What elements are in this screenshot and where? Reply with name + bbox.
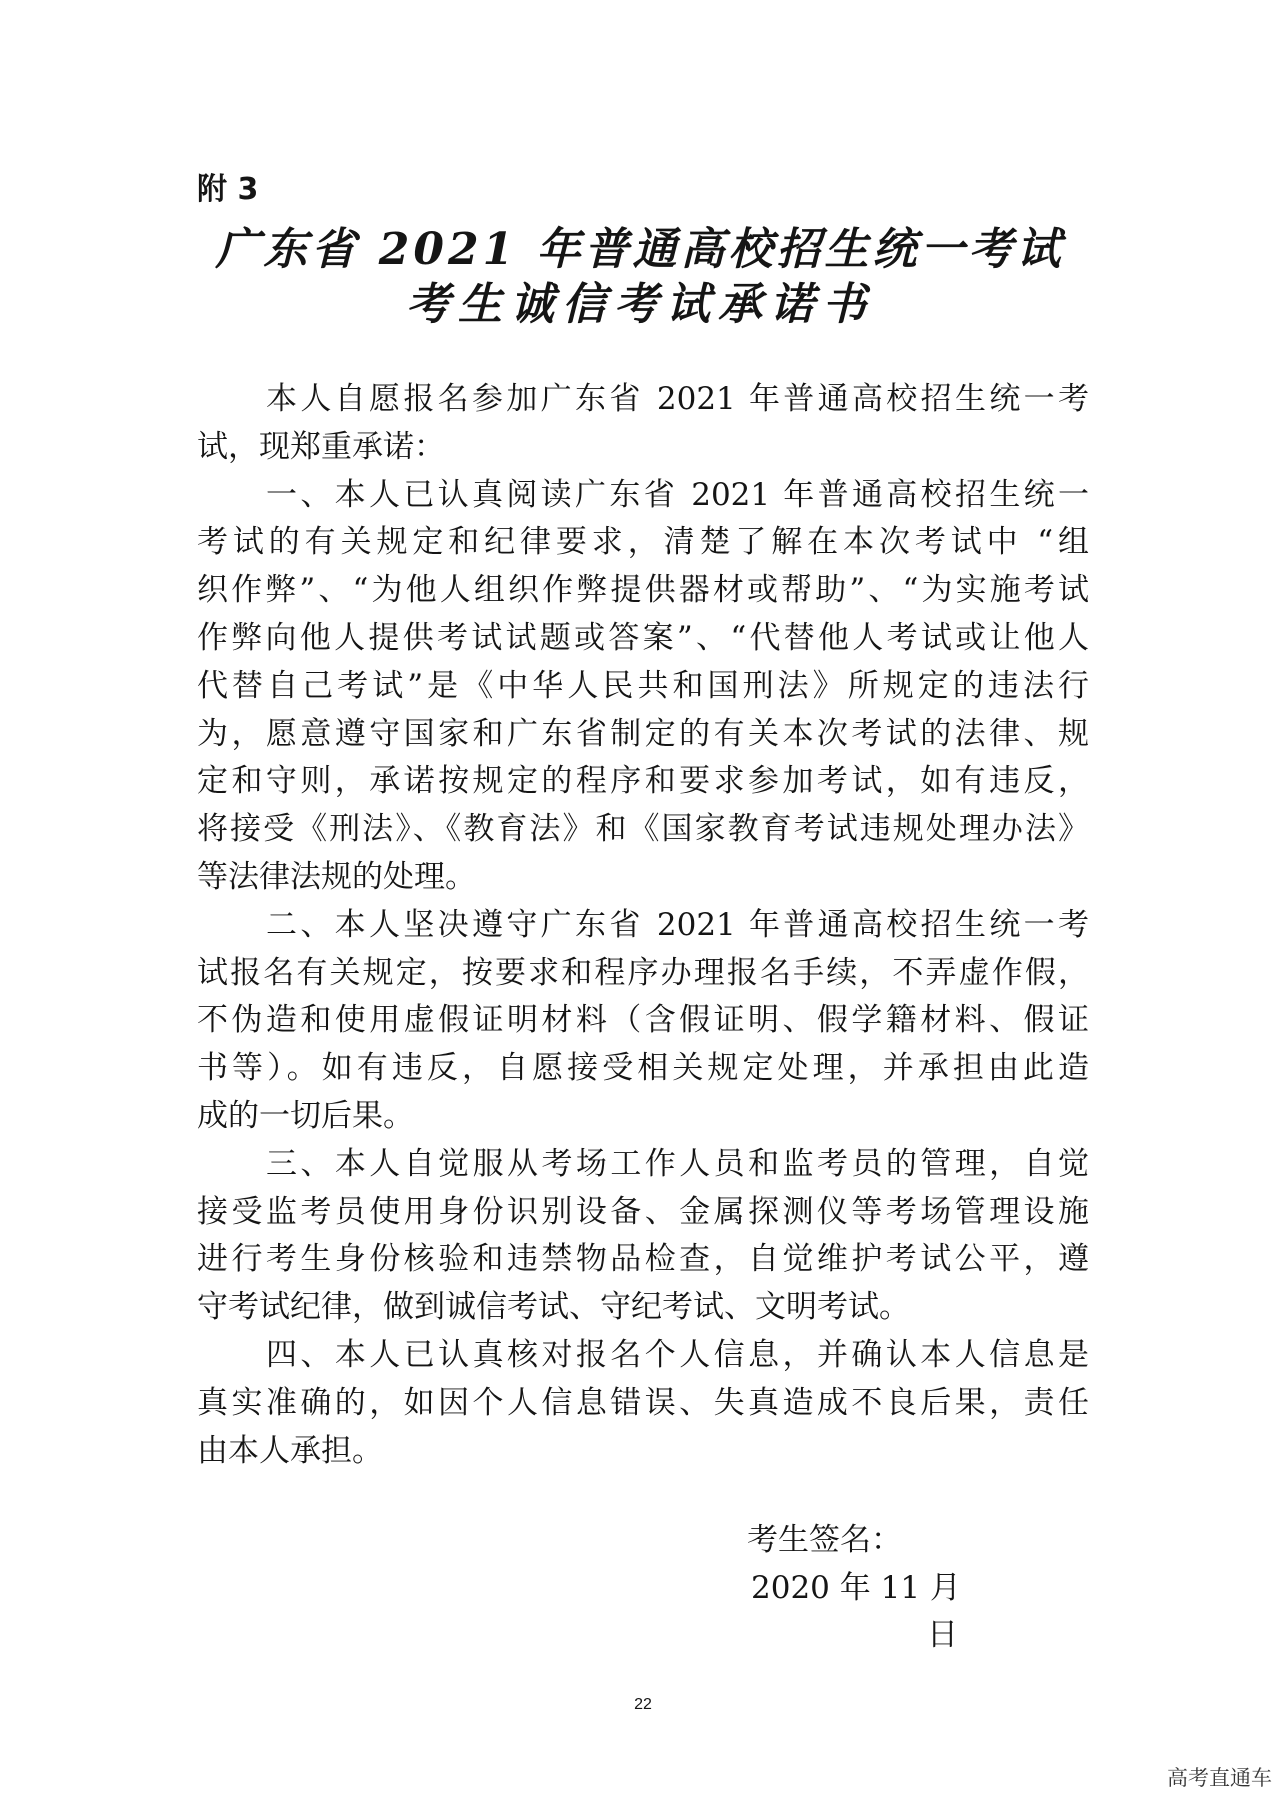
- paragraph-intro: [197, 376, 1089, 472]
- paragraph-clause-1: [197, 472, 1089, 902]
- attachment-label: 附 3: [197, 172, 259, 207]
- title-line-1: 广东省 2021 年普通高校招生统一考试: [215, 224, 1065, 275]
- paragraph-line: 将接受《刑法》、《教育法》和《国家教育考试违规处理办法》: [197, 811, 1089, 848]
- paragraph-line: 不伪造和使用虚假证明材料（含假证明、假学籍材料、假证: [197, 1002, 1089, 1039]
- signature-label: 考生签名：: [747, 1522, 902, 1558]
- paragraph-line: 试，现郑重承诺：: [197, 428, 445, 465]
- paragraph-line: 织作弊”、“为他人组织作弊提供器材或帮助”、“为实施考试: [197, 572, 1089, 609]
- paragraph-clause-2: [197, 902, 1089, 1141]
- paragraph-line: 试报名有关规定，按要求和程序办理报名手续，不弄虚作假，: [197, 954, 1089, 991]
- paragraph-line: 本人自愿报名参加广东省 2021 年普通高校招生统一考: [266, 381, 1089, 417]
- paragraph-line: 书等）。如有违反，自愿接受相关规定处理，并承担由此造: [197, 1050, 1089, 1087]
- paragraph-line: 等法律法规的处理。: [197, 858, 476, 895]
- watermark: 高考直通车: [1167, 1766, 1272, 1790]
- paragraph-line: 守考试纪律，做到诚信考试、守纪考试、文明考试。: [197, 1289, 910, 1326]
- paragraph-line: 代替自己考试”是《中华人民共和国刑法》所规定的违法行: [197, 667, 1089, 704]
- paragraph-line: 二、本人坚决遵守广东省 2021 年普通高校招生统一考: [266, 906, 1089, 943]
- paragraph-line: 由本人承担。: [197, 1432, 383, 1469]
- signature-day: 日: [927, 1617, 958, 1653]
- paragraph-line: 为，愿意遵守国家和广东省制定的有关本次考试的法律、规: [197, 715, 1089, 752]
- document-title: [0, 222, 1280, 332]
- paragraph-line: 四、本人已认真核对报名个人信息，并确认本人信息是: [266, 1336, 1089, 1373]
- signature-date: 2020 年 11 月: [751, 1570, 961, 1606]
- paragraph-clause-4: [197, 1332, 1089, 1475]
- paragraph-line: 进行考生身份核验和违禁物品检查，自觉维护考试公平，遵: [197, 1241, 1089, 1278]
- page-number: 22: [634, 1696, 652, 1713]
- paragraph-line: 作弊向他人提供考试试题或答案”、“代替他人考试或让他人: [197, 619, 1089, 656]
- paragraph-clause-3: [197, 1141, 1089, 1332]
- paragraph-line: 定和守则，承诺按规定的程序和要求参加考试，如有违反，: [197, 763, 1089, 800]
- paragraph-line: 一、本人已认真阅读广东省 2021 年普通高校招生统一: [266, 476, 1089, 513]
- paragraph-line: 接受监考员使用身份识别设备、金属探测仪等考场管理设施: [197, 1193, 1089, 1230]
- paragraph-line: 成的一切后果。: [197, 1097, 414, 1134]
- paragraph-line: 考试的有关规定和纪律要求，清楚了解在本次考试中 “组: [197, 524, 1089, 561]
- pledge-body: [197, 376, 1089, 1475]
- paragraph-line: 真实准确的，如因个人信息错误、失真造成不良后果，责任: [197, 1384, 1089, 1421]
- paragraph-line: 三、本人自觉服从考场工作人员和监考员的管理，自觉: [266, 1145, 1089, 1182]
- title-line-2: 考生诚信考试承诺书: [406, 279, 874, 330]
